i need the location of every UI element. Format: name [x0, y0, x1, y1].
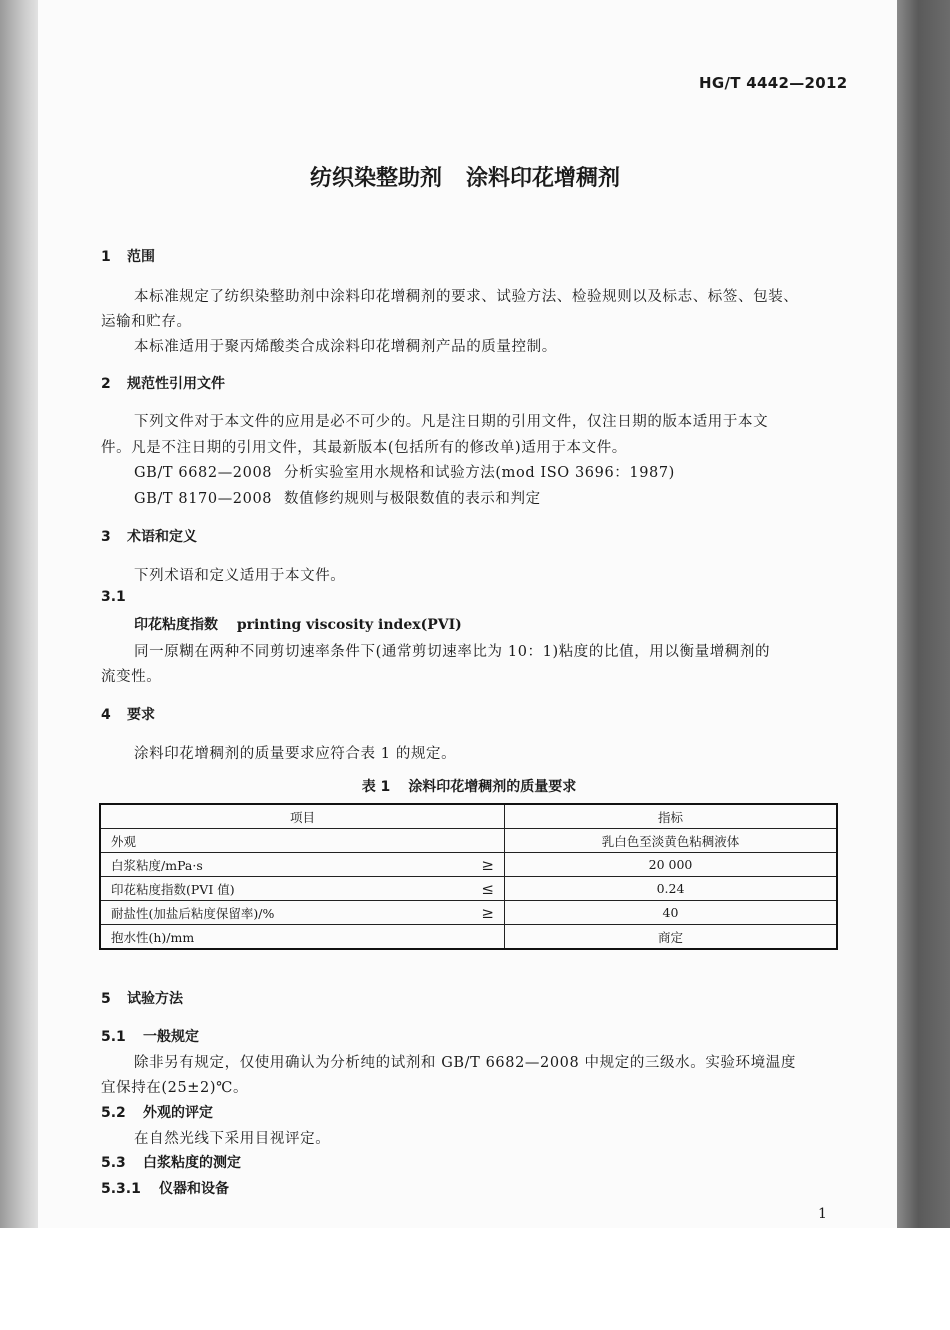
header-item: 项目: [100, 804, 505, 829]
item-label: 印花粘度指数(PVI 值): [111, 881, 235, 897]
paragraph: 除非另有规定，仅使用确认为分析纯的试剂和 GB/T 6682—2008 中规定的三级水。实验环境温度: [134, 1055, 796, 1071]
subsection-number: 5.2: [101, 1105, 126, 1121]
paragraph: 件。凡是不注日期的引用文件，其最新版本(包括所有的修改单)适用于本文件。: [101, 440, 627, 456]
subsection-title: 白浆粘度的测定: [143, 1155, 241, 1171]
quality-requirements-table: [99, 803, 838, 950]
reference-code: GB/T 6682—2008: [134, 465, 273, 481]
term-english: printing viscosity index(PVI): [236, 617, 462, 633]
table-title: 涂料印花增稠剂的质量要求: [408, 779, 577, 795]
item-label: 耐盐性(加盐后粘度保留率)/%: [111, 905, 275, 921]
subsection-number: 5.1: [101, 1029, 126, 1045]
reference-item: [134, 461, 675, 482]
page-number: 1: [818, 1206, 827, 1222]
table-row: [100, 877, 837, 901]
section-number: 1: [101, 249, 111, 265]
item-label: 抱水性(h)/mm: [111, 929, 195, 945]
definition: 同一原糊在两种不同剪切速率条件下(通常剪切速率比为 10：1)粘度的比值，用以衡量增稠剂的: [134, 644, 771, 660]
paragraph: 下列文件对于本文件的应用是必不可少的。凡是注日期的引用文件，仅注日期的版本适用于本文: [134, 414, 769, 430]
document-title: [0, 161, 930, 192]
table-header-row: [100, 804, 837, 829]
section-title: 规范性引用文件: [127, 376, 225, 392]
subsection-number: 5.3: [101, 1155, 126, 1171]
paragraph: 运输和贮存。: [101, 314, 192, 330]
section-title: 试验方法: [127, 991, 183, 1007]
subsection-title: 仪器和设备: [159, 1181, 229, 1197]
subsection-5-2-heading: [101, 1102, 213, 1122]
subsection-title: 一般规定: [143, 1029, 199, 1045]
item-label: 白浆粘度/mPa·s: [111, 857, 203, 873]
section-number: 3: [101, 529, 111, 545]
title-part-2: 涂料印花增稠剂: [466, 166, 621, 191]
title-part-1: 纺织染整助剂: [309, 166, 442, 191]
table-row: [100, 853, 837, 877]
reference-item: [134, 487, 541, 508]
section-number: 5: [101, 991, 111, 1007]
row-item: [100, 829, 505, 853]
table-row: [100, 925, 837, 950]
section-1-heading: [101, 246, 155, 266]
comparison-symbol: ≥: [481, 856, 494, 874]
paragraph: 本标准适用于聚丙烯酸类合成涂料印花增稠剂产品的质量控制。: [134, 339, 557, 355]
table-caption: [0, 776, 938, 796]
paragraph: 涂料印花增稠剂的质量要求应符合表 1 的规定。: [134, 746, 457, 762]
row-value: 20 000: [505, 853, 838, 877]
table-label: 表 1: [361, 779, 391, 795]
header-value: 指标: [505, 804, 838, 829]
section-title: 范围: [127, 249, 155, 265]
subsection-title: 外观的评定: [143, 1105, 213, 1121]
standard-number: HG/T 4442—2012: [699, 74, 848, 92]
comparison-symbol: ≥: [481, 904, 494, 922]
paragraph: 下列术语和定义适用于本文件。: [134, 568, 346, 584]
section-2-heading: [101, 373, 225, 393]
subsection-5-3-heading: [101, 1152, 241, 1172]
row-value: 商定: [505, 925, 838, 950]
paragraph: 宜保持在(25±2)℃。: [101, 1080, 249, 1096]
row-item: [100, 853, 505, 877]
paragraph: 本标准规定了纺织染整助剂中涂料印花增稠剂的要求、试验方法、检验规则以及标志、标签、包装、: [134, 289, 799, 305]
scan-bottom-margin: [0, 1228, 950, 1330]
term-chinese: 印花粘度指数: [134, 617, 218, 633]
row-item: [100, 901, 505, 925]
section-4-heading: [101, 704, 155, 724]
reference-code: GB/T 8170—2008: [134, 491, 273, 507]
subsection-5-3-1-heading: [101, 1178, 229, 1198]
table-row: [100, 829, 837, 853]
row-item: [100, 925, 505, 950]
section-title: 术语和定义: [127, 529, 197, 545]
reference-title: 数值修约规则与极限数值的表示和判定: [284, 491, 541, 507]
item-label: 外观: [111, 833, 137, 849]
term-entry: [134, 614, 462, 634]
paragraph: 在自然光线下采用目视评定。: [134, 1131, 331, 1147]
definition: 流变性。: [101, 669, 162, 685]
row-value: 乳白色至淡黄色粘稠液体: [505, 829, 838, 853]
comparison-symbol: ≤: [481, 880, 494, 898]
row-item: [100, 877, 505, 901]
table-row: [100, 901, 837, 925]
row-value: 0.24: [505, 877, 838, 901]
section-number: 4: [101, 707, 111, 723]
subsection-number: 5.3.1: [101, 1181, 141, 1197]
section-5-heading: [101, 988, 183, 1008]
section-number: 2: [101, 376, 111, 392]
subsection-number: 3.1: [101, 589, 126, 605]
subsection-5-1-heading: [101, 1026, 199, 1046]
section-title: 要求: [127, 707, 155, 723]
row-value: 40: [505, 901, 838, 925]
reference-title: 分析实验室用水规格和试验方法(mod ISO 3696：1987): [284, 465, 675, 481]
section-3-heading: [101, 526, 197, 546]
